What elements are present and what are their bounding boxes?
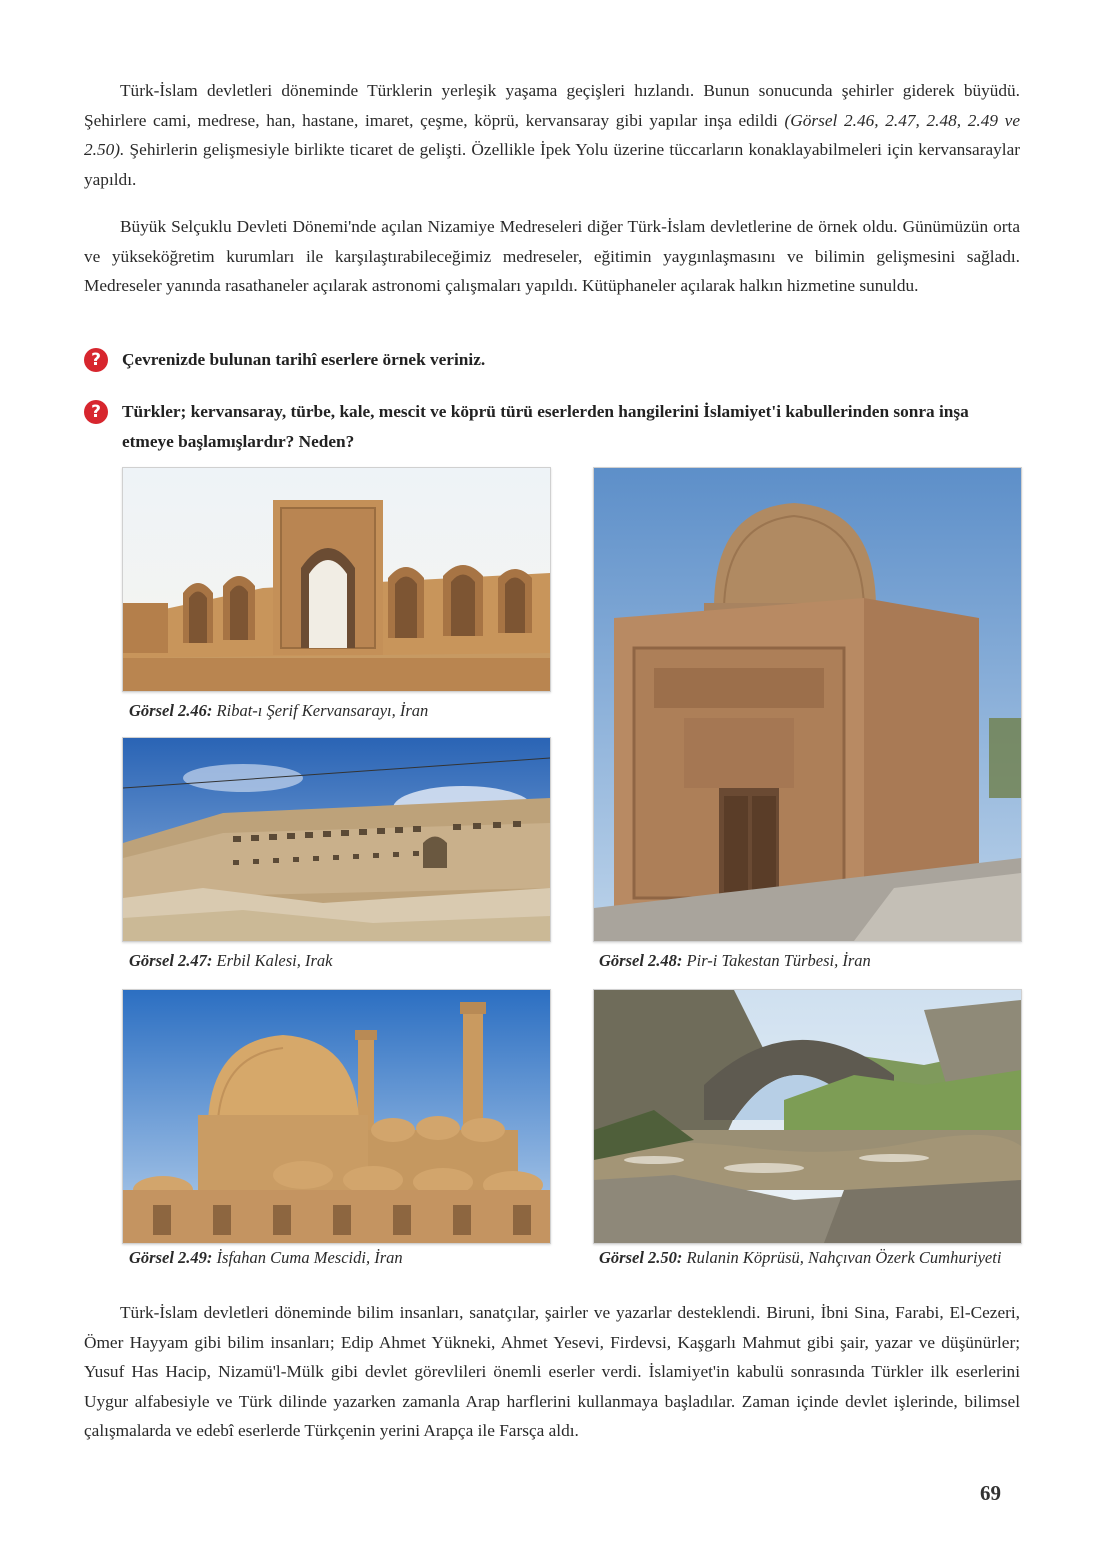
figure-reference: (Görsel 2.46, 2.47, 2.48, 2.49 ve 2.50). — [84, 110, 1020, 159]
photo-ribat-i-serif-caravanserai — [122, 467, 551, 692]
page-number: 69 — [980, 1481, 1001, 1505]
paragraph-1 — [84, 76, 1020, 194]
caption-figure-2-50 — [599, 1245, 1024, 1270]
paragraph-1-text-a: Türk-İslam devletleri döneminde Türklerin yerleşik yaşama geçişleri hızlandı. Bunun sonucunda şehirler giderek büyüdü. Şehirlere cami, medrese, han, hastane, imaret, çeşme, köprü, kervansaray gibi yapılar inşa edildi — [84, 81, 1020, 130]
caption-figure-2-47 — [129, 948, 549, 973]
caption-figure-2-48 — [599, 948, 1024, 973]
paragraph-2: Büyük Selçuklu Devleti Dönemi'nde açılan Nizamiye Medreseleri diğer Türk-İslam devletlerine de örnek oldu. Günümüzün orta ve yükseköğretim kurumları ile karşılaştırabileceğimiz medreseler, eğitimin yaygınlaşmasını ve bilimin gelişmesini sağladı. Medreseler yanında rasathaneler açılarak astronomi çalışmaları yapıldı. Kütüphaneler açılarak halkın hizmetine sunuldu. — [84, 217, 1020, 295]
caption-label: Görsel 2.47: — [129, 951, 213, 970]
photo-pir-i-takestan-tomb — [593, 467, 1022, 942]
caption-text: Pir-i Takestan Türbesi, İran — [686, 951, 871, 970]
caption-label: Görsel 2.49: — [129, 1248, 213, 1267]
question-mark-icon: ? — [84, 400, 108, 424]
caption-label: Görsel 2.48: — [599, 951, 683, 970]
question-mark-icon: ? — [84, 348, 108, 372]
caption-label: Görsel 2.46: — [129, 701, 213, 720]
question-2 — [84, 397, 1024, 457]
caption-text: Rulanin Köprüsü, Nahçıvan Özerk Cumhuriyeti — [686, 1248, 1002, 1267]
photo-isfahan-friday-mosque — [122, 989, 551, 1244]
caption-label: Görsel 2.50: — [599, 1248, 683, 1267]
paragraph-3: Türk-İslam devletleri döneminde bilim insanları, sanatçılar, şairler ve yazarlar desteklendi. Biruni, İbni Sina, Farabi, El-Cezeri, Ömer Hayyam gibi bilim insanları; Edip Ahmet Yükneki, Ahmet Yesevi, Firdevsi, Kaşgarlı Mahmut gibi şair, yazar ve düşünürler; Yusuf Has Hacip, Nizamü'l-Mülk gibi devlet görevlileri önemli eserler verdi. İslamiyet'in kabulü sonrasında Türkler ilk eserlerini Uygur alfabesiyle ve Türk dilinde yazarken zamanla Arap harflerini kullanmaya başladılar. Zaman içinde devlet işlerinde, bilimsel çalışmalarda ve edebî eserlerde Türkçenin yerini Arapça ile Farsça aldı. — [84, 1303, 1020, 1440]
photo-rulanin-bridge — [593, 989, 1022, 1244]
caption-text: Ribat-ı Şerif Kervansarayı, İran — [216, 701, 429, 720]
question-2-text: Türkler; kervansaray, türbe, kale, mescit ve köprü türü eserlerden hangilerini İslamiyet'i kabullerinden sonra inşa etmeye başlamışlardır? Neden? — [122, 402, 969, 451]
caption-figure-2-46 — [129, 698, 549, 723]
paragraph-1-text-b: Şehirlerin gelişmesiyle birlikte ticaret de gelişti. Özellikle İpek Yolu üzerine tüccarların konaklayabilmeleri için kervansaraylar yapıldı. — [84, 140, 1020, 189]
photo-erbil-citadel — [122, 737, 551, 942]
question-1-text: Çevrenizde bulunan tarihî eserlere örnek veriniz. — [122, 350, 486, 369]
question-1 — [84, 345, 1024, 375]
caption-figure-2-49 — [129, 1245, 549, 1270]
caption-text: İsfahan Cuma Mescidi, İran — [216, 1248, 403, 1267]
caption-text: Erbil Kalesi, Irak — [216, 951, 333, 970]
